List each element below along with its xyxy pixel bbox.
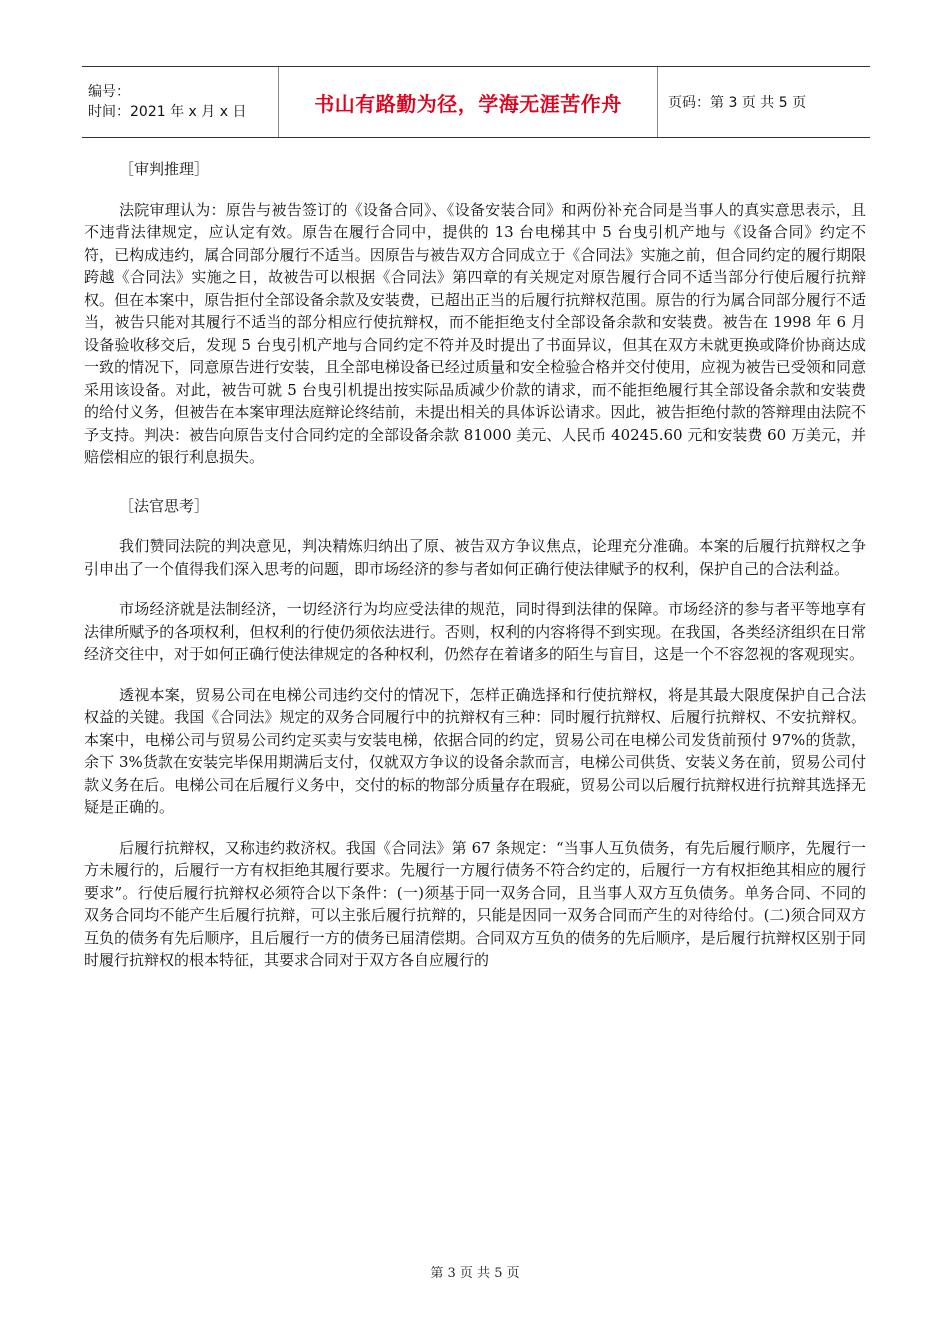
header-page-info [658, 67, 870, 137]
number-label: 编号： [88, 84, 130, 100]
paragraph-reasoning: 法院审理认为：原告与被告签订的《设备合同》、《设备安装合同》和两份补充合同是当事人的真实意思表示，且不违背法律规定，应认定有效。原告在履行合同中，提供的 13 台电梯其中 5 台曳引机产地与《设备合同》约定不符，已构成违约，属合同部分履行不适当。因原告与被告双方合同成立于《合同法》实施之前，但合同约定的履行期限跨越《合同法》实施之日，故被告可以根据《合同法》第四章的有关规定对原告履行合同不适当部分行使后履行抗辩权。但在本案中，原告拒付全部设备余款及安装费，已超出正当的后履行抗辩权范围。原告的行为属合同部分履行不适当，被告只能对其履行不适当的部分相应行使抗辩权，而不能拒绝支付全部设备余款和安装费。被告在 1998 年 6 月设备验收移交后，发现 5 台曳引机产地与合同约定不符并及时提出了书面异议，但其在双方未就更换或降价协商达成一致的情况下，同意原告进行安装，且全部电梯设备已经过质量和安全检验合格并交付使用，应视为被告已受领和同意采用该设备。对此，被告可就 5 台曳引机提出按实际品质减少价款的请求，而不能拒绝履行其全部设备余款和安装费的给付义务，但被告在本案审理法庭辩论终结前，未提出相关的具体诉讼请求。因此，被告拒绝付款的答辩理由法院不予支持。判决：被告向原告支付合同约定的全部设备余款 81000 美元、人民币 40245.60 元和安装费 60 万美元，并赔偿相应的银行利息损失。 [84, 200, 866, 466]
motto-text: 书山有路勤为径，学海无涯苦作舟 [314, 91, 622, 116]
paragraph-judge-1: 我们赞同法院的判决意见，判决精炼归纳出了原、被告双方争议焦点，论理充分准确。本案的后履行抗辩权之争引申出了一个值得我们深入思考的问题，即市场经济的参与者如何正确行使法律赋予的权利，保护自己的合法利益。 [84, 537, 866, 578]
header-motto-cell [278, 67, 658, 137]
page-header [82, 66, 870, 138]
date-line: 时间：2021 年 x 月 x 日 [88, 104, 247, 120]
section-heading-reasoning: ［审判推理］ [119, 160, 210, 178]
paragraph-judge-2: 市场经济就是法制经济，一切经济行为均应受法律的规范，同时得到法律的保障。市场经济的参与者平等地享有法律所赋予的各项权利，但权利的行使仍须依法进行。否则，权利的内容将得不到实现。在我国，各类经济组织在日常经济交往中，对于如何正确行使法律规定的各种权利，仍然存在着诸多的陌生与盲目，这是一个不容忽视的客观现实。 [84, 600, 866, 663]
page-info: 页码：第 3 页 共 5 页 [668, 95, 807, 111]
page-footer [0, 1262, 950, 1281]
paragraph-judge-3: 透视本案，贸易公司在电梯公司违约交付的情况下，怎样正确选择和行使抗辩权，将是其最大限度保护自己合法权益的关键。我国《合同法》规定的双务合同履行中的抗辩权有三种：同时履行抗辩权、后履行抗辩权、不安抗辩权。本案中，电梯公司与贸易公司约定买卖与安装电梯，依据合同的约定，贸易公司在电梯公司发货前预付 97%的货款，余下 3%货款在安装完毕保用期满后支付，仅就双方争议的设备余款而言，电梯公司供货、安装义务在前，贸易公司付款义务在后。电梯公司在后履行义务中，交付的标的物部分质量存在瑕疵，贸易公司以后履行抗辩权进行抗辩其选择无疑是正确的。 [84, 685, 866, 816]
header-meta [82, 67, 278, 137]
paragraph-judge-4: 后履行抗辩权，又称违约救济权。我国《合同法》第 67 条规定：“当事人互负债务，有先后履行顺序，先履行一方未履行的，后履行一方有权拒绝其履行要求。先履行一方履行债务不符合约定的，后履行一方有权拒绝其相应的履行要求”。行使后履行抗辩权必须符合以下条件：(一)须基于同一双务合同，且当事人双方互负债务。单务合同、不同的双务合同均不能产生后履行抗辩，可以主张后履行抗辩的，只能是因同一双务合同而产生的对待给付。(二)须合同双方互负的债务有先后顺序，且后履行一方的债务已届清偿期。合同双方互负的债务的先后顺序，是后履行抗辩权区别于同时履行抗辩权的根本特征，其要求合同对于双方各自应履行的 [84, 838, 866, 969]
footer-page-number: 第 3 页 共 5 页 [430, 1266, 520, 1281]
document-body [84, 150, 866, 972]
section-heading-judge-thoughts: ［法官思考］ [119, 496, 210, 515]
